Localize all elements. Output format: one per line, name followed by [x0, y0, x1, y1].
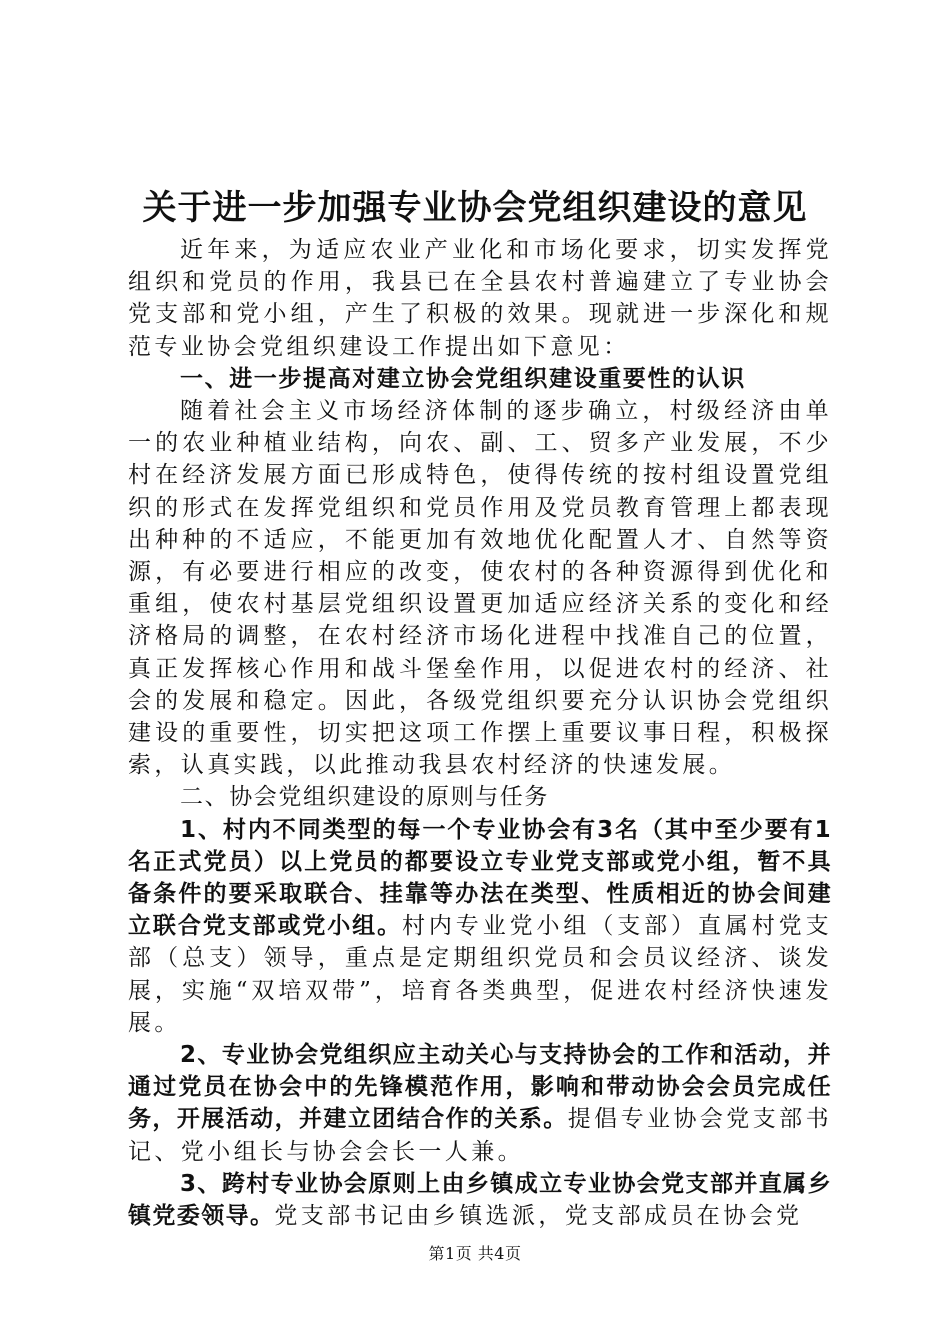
section-1-paragraph: 随着社会主义市场经济体制的逐步确立，村级经济由单一的农业种植业结构，向农、副、工、贸多产业发展，不少村在经济发展方面已形成特色，使得传统的按村组设置党组织的形式在发挥党组织和党员作用及党员教育管理上都表现出种种的不适应，不能更加有效地优化配置人才、自然等资源，有必要进行相应的改变，使农村的各种资源得到优化和重组，使农村基层党组织设置更加适应经济关系的变化和经济格局的调整，在农村经济市场化进程中找准自己的位置，真正发挥核心作用和战斗堡垒作用，以促进农村的经济、社会的发展和稳定。因此，各级党组织要充分认识协会党组织建设的重要性，切实把这项工作摆上重要议事日程，积极探索，认真实践，以此推动我县农村经济的快速发展。: [128, 398, 832, 779]
section-2-item-3: [128, 1168, 832, 1232]
document-body: [128, 234, 832, 1232]
intro-paragraph: 近年来，为适应农业产业化和市场化要求，切实发挥党组织和党员的作用，我县已在全县农村普遍建立了专业协会党支部和党小组，产生了积极的效果。现就进一步深化和规范专业协会党组织建设工作提出如下意见：: [128, 237, 832, 360]
item-3-body-text: 党支部书记由乡镇选派，党支部成员在协会党: [274, 1203, 803, 1230]
item-1-lead-text: 1、村内不同类型的每一个专业协会有3名（其中至少要有1名正式党员）以上党员的都要设立专业党支部或党小组，暂不具备条件的要采取联合、挂靠等办法在类型、性质相近的协会间建立联合党支部或党小组。: [128, 816, 832, 940]
section-1-heading: 一、进一步提高对建立协会党组织建设重要性的认识: [180, 365, 746, 392]
page-footer: 第1页 共4页: [428, 1244, 522, 1263]
section-2-heading: 二、协会党组织建设的原则与任务: [180, 784, 549, 811]
section-2-item-1: [128, 814, 832, 1039]
item-3-lead-text: 3、跨村专业协会原则上由乡镇成立专业协会党支部并直属乡镇党委领导。: [128, 1170, 832, 1230]
item-1-body-text: 村内专业党小组（支部）直属村党支部（总支）领导，重点是定期组织党员和会员议经济、谈发展，实施“双培双带”，培育各类典型，促进农村经济快速发展。: [128, 913, 832, 1036]
section-2-item-2: [128, 1039, 832, 1168]
item-2-body-text: 提倡专业协会党支部书记、党小组长与协会会长一人兼。: [128, 1106, 832, 1165]
item-2-lead-text: 2、专业协会党组织应主动关心与支持协会的工作和活动，并通过党员在协会中的先锋模范作用，影响和带动协会会员完成任务，开展活动，并建立团结合作的关系。: [128, 1042, 832, 1133]
document-title: 关于进一步加强专业协会党组织建设的意见: [142, 188, 808, 228]
